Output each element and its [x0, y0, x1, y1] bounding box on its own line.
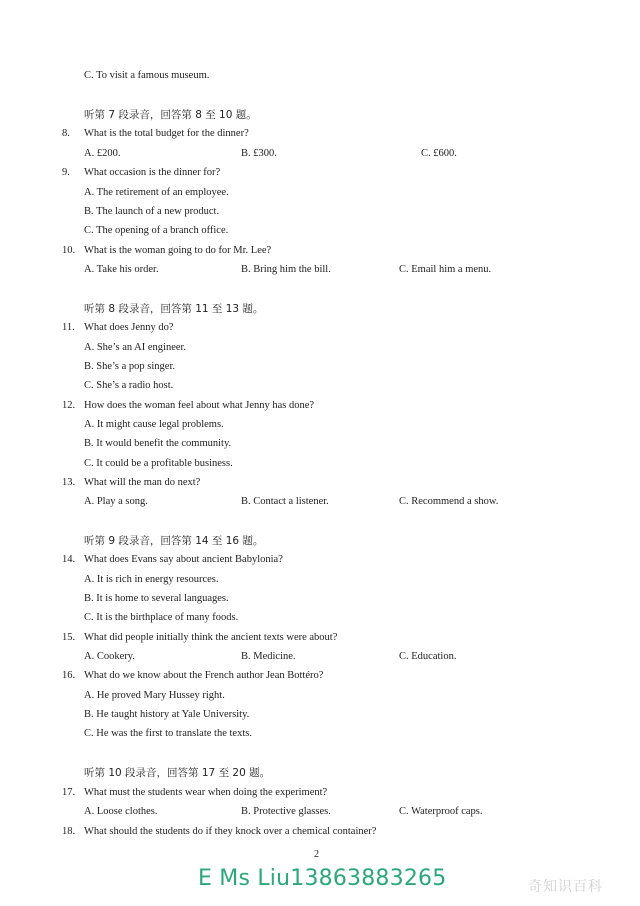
- option-a: A. She’s an AI engineer.: [84, 342, 187, 353]
- question-number: 14.: [62, 554, 76, 565]
- footer-contact-text: E Ms Liu13863883265: [198, 866, 447, 891]
- option-c: C. It is the birthplace of many foods.: [84, 612, 239, 623]
- option-c: C. She’s a radio host.: [84, 380, 174, 391]
- question-number: 11.: [62, 322, 75, 333]
- option-c: C. Waterproof caps.: [399, 806, 483, 817]
- question-text: What did people initially think the ancient texts were about?: [84, 632, 338, 643]
- option-b: B. Protective glasses.: [241, 806, 331, 817]
- question-number: 13.: [62, 477, 76, 488]
- option-b: B. £300.: [241, 148, 277, 159]
- question-text: What must the students wear when doing the experiment?: [84, 787, 328, 798]
- question-text: What should the students do if they knock over a chemical container?: [84, 826, 377, 837]
- question-text: What do we know about the French author Jean Bottéro?: [84, 670, 324, 681]
- option-c: C. Recommend a show.: [399, 496, 499, 507]
- question-number: 17.: [62, 787, 76, 798]
- option-a: A. Loose clothes.: [84, 806, 158, 817]
- option-a: A. He proved Mary Hussey right.: [84, 690, 225, 701]
- option-b: B. Contact a listener.: [241, 496, 329, 507]
- option-c: C. It could be a profitable business.: [84, 458, 233, 469]
- option-b: B. It is home to several languages.: [84, 593, 229, 604]
- option-a: A. Take his order.: [84, 264, 159, 275]
- question-text: What does Jenny do?: [84, 322, 174, 333]
- question-number: 16.: [62, 670, 76, 681]
- option-b: B. She’s a pop singer.: [84, 361, 175, 372]
- option-b: B. Medicine.: [241, 651, 296, 662]
- option-a: A. It is rich in energy resources.: [84, 574, 219, 585]
- option-a: A. £200.: [84, 148, 121, 159]
- option-b: B. Bring him the bill.: [241, 264, 331, 275]
- question-number: 15.: [62, 632, 76, 643]
- option-c: C. Education.: [399, 651, 457, 662]
- option-a: A. It might cause legal problems.: [84, 419, 224, 430]
- watermark-logo: 奇知识百科: [528, 879, 603, 895]
- question-text: How does the woman feel about what Jenny has done?: [84, 400, 315, 411]
- option-b: B. It would benefit the community.: [84, 438, 232, 449]
- question-number: 9.: [62, 167, 70, 178]
- question-number: 8.: [62, 128, 70, 139]
- option-b: B. He taught history at Yale University.: [84, 709, 250, 720]
- option-c: C. £600.: [421, 148, 457, 159]
- question-text: What does Evans say about ancient Babylonia?: [84, 554, 283, 565]
- section-heading-8: 听第 8 段录音，回答第 11 至 13 题。: [84, 303, 264, 315]
- option-c: C. He was the first to translate the texts.: [84, 728, 252, 739]
- option-c: C. Email him a menu.: [399, 264, 492, 275]
- question-number: 12.: [62, 400, 76, 411]
- option-b: B. The launch of a new product.: [84, 206, 220, 217]
- option-a: A. Cookery.: [84, 651, 135, 662]
- question-text: What is the total budget for the dinner?: [84, 128, 249, 139]
- page-number: 2: [314, 849, 319, 860]
- section-heading-10: 听第 10 段录音，回答第 17 至 20 题。: [84, 767, 271, 779]
- question-number: 18.: [62, 826, 76, 837]
- question-text: What is the woman going to do for Mr. Lee?: [84, 245, 272, 256]
- question-text: What occasion is the dinner for?: [84, 167, 221, 178]
- option-a: A. Play a song.: [84, 496, 148, 507]
- question-text: What will the man do next?: [84, 477, 201, 488]
- question-number: 10.: [62, 245, 76, 256]
- section-heading-7: 听第 7 段录音，回答第 8 至 10 题。: [84, 109, 257, 121]
- section-heading-9: 听第 9 段录音，回答第 14 至 16 题。: [84, 535, 264, 547]
- option-c: C. The opening of a branch office.: [84, 225, 229, 236]
- option-top-c: C. To visit a famous museum.: [84, 70, 210, 81]
- option-a: A. The retirement of an employee.: [84, 187, 229, 198]
